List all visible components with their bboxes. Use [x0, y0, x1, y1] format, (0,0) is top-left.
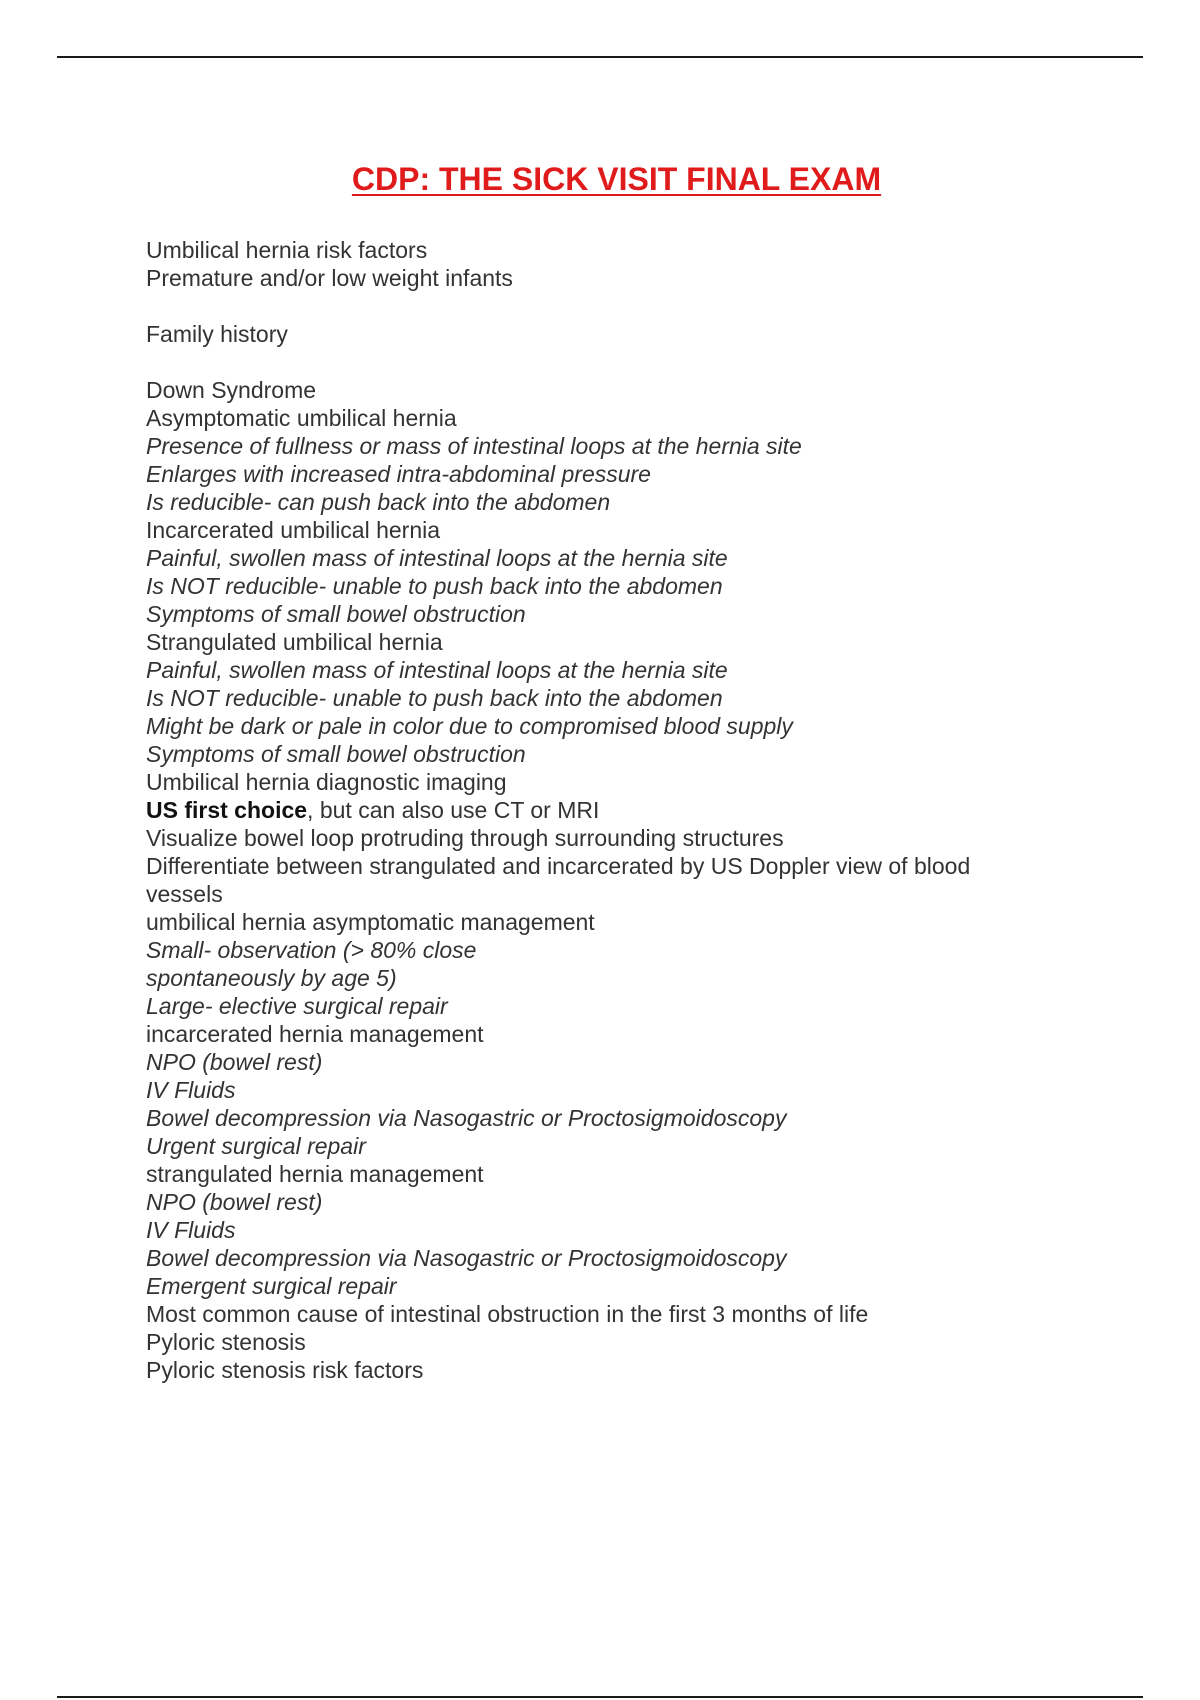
- top-rule: [57, 56, 1143, 58]
- text-line: Is reducible- can push back into the abdomen: [146, 489, 611, 515]
- text-line: Is NOT reducible- unable to push back into the abdomen: [146, 573, 723, 599]
- text-line: [146, 796, 1046, 824]
- text-line: incarcerated hernia management: [146, 1021, 484, 1047]
- text-line: Incarcerated umbilical hernia: [146, 517, 441, 543]
- text-line: NPO (bowel rest): [146, 1189, 323, 1215]
- text-line: Strangulated umbilical hernia: [146, 629, 443, 655]
- text-line: Large- elective surgical repair: [146, 993, 448, 1019]
- text-line: NPO (bowel rest): [146, 1049, 323, 1075]
- text-line: spontaneously by age 5): [146, 965, 397, 991]
- text-fragment: , but can also use CT or MRI: [307, 797, 600, 823]
- spacer: [146, 348, 1046, 376]
- document-body: [146, 236, 1046, 1384]
- text-line: Painful, swollen mass of intestinal loops at the hernia site: [146, 657, 728, 683]
- text-line: IV Fluids: [146, 1077, 236, 1103]
- text-line: Umbilical hernia risk factors: [146, 237, 428, 263]
- bold-text: US first choice: [146, 797, 308, 823]
- bottom-rule: [57, 1696, 1143, 1698]
- text-line: strangulated hernia management: [146, 1161, 484, 1187]
- text-line: Painful, swollen mass of intestinal loops at the hernia site: [146, 545, 728, 571]
- text-line: IV Fluids: [146, 1217, 236, 1243]
- text-line: Might be dark or pale in color due to compromised blood supply: [146, 713, 793, 739]
- page-title: CDP: THE SICK VISIT FINAL EXAM: [351, 161, 882, 198]
- spacer: [146, 292, 1046, 320]
- text-line: Symptoms of small bowel obstruction: [146, 601, 526, 627]
- text-line: Presence of fullness or mass of intestinal loops at the hernia site: [146, 433, 802, 459]
- text-line: Symptoms of small bowel obstruction: [146, 741, 526, 767]
- text-line: Is NOT reducible- unable to push back into the abdomen: [146, 685, 723, 711]
- text-line: Bowel decompression via Nasogastric or Proctosigmoidoscopy: [146, 1105, 787, 1131]
- text-line: umbilical hernia asymptomatic management: [146, 909, 595, 935]
- text-line: Pyloric stenosis: [146, 1329, 306, 1355]
- text-line: Visualize bowel loop protruding through surrounding structures: [146, 825, 784, 851]
- text-line: Down Syndrome: [146, 377, 317, 403]
- text-line: Umbilical hernia diagnostic imaging: [146, 769, 507, 795]
- text-line: Family history: [146, 321, 288, 347]
- text-line: Differentiate between strangulated and incarcerated by US Doppler view of blood vessels: [146, 853, 971, 907]
- text-line: Asymptomatic umbilical hernia: [146, 405, 457, 431]
- text-line: Emergent surgical repair: [146, 1273, 397, 1299]
- text-line: Pyloric stenosis risk factors: [146, 1357, 424, 1383]
- text-line: Bowel decompression via Nasogastric or Proctosigmoidoscopy: [146, 1245, 787, 1271]
- text-line: Premature and/or low weight infants: [146, 265, 513, 291]
- text-line: Small- observation (> 80% close: [146, 937, 477, 963]
- text-line: Enlarges with increased intra-abdominal pressure: [146, 461, 651, 487]
- text-line: Urgent surgical repair: [146, 1133, 366, 1159]
- text-line: Most common cause of intestinal obstruction in the first 3 months of life: [146, 1301, 869, 1327]
